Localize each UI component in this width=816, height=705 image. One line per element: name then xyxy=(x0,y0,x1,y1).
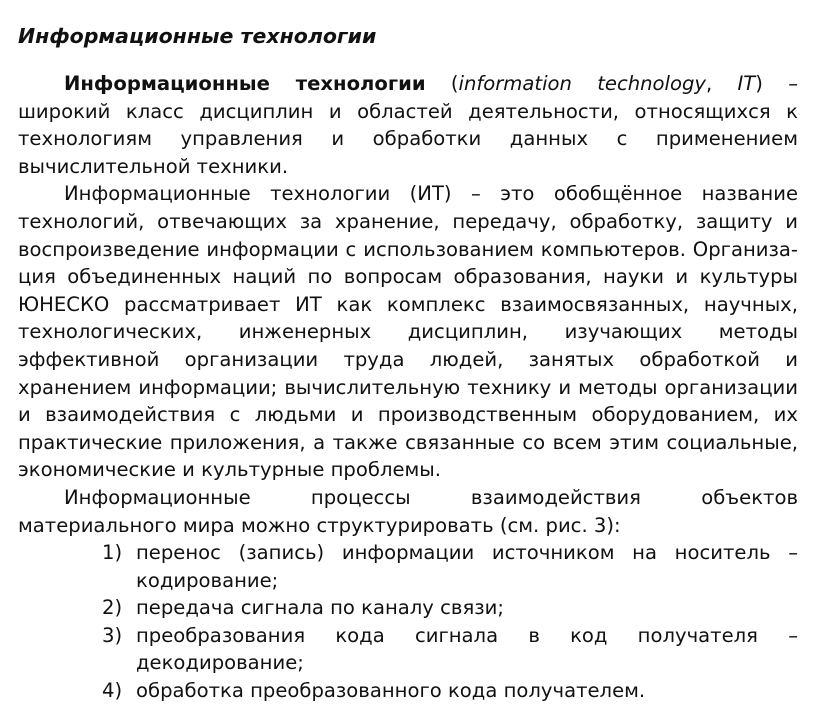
list-item-number: 2) xyxy=(102,596,123,620)
list-item xyxy=(18,594,798,622)
open-paren: ( xyxy=(425,72,459,95)
list-item-text: перенос (запись) информации источником на носитель – кодирование; xyxy=(136,541,798,592)
list-item xyxy=(18,677,798,705)
list-item-number: 3) xyxy=(102,623,123,647)
list-item-number: 4) xyxy=(102,679,123,703)
definition-text: ) – широкий класс дисциплин и областей деятельности, относящихся к технологиям управления и обработки данных с применением вычислительной техники. xyxy=(18,72,799,178)
process-list xyxy=(18,539,798,705)
list-item-text: передача сигнала по каналу связи; xyxy=(136,596,504,620)
intro-paragraph xyxy=(18,70,798,180)
list-item xyxy=(18,622,798,677)
body-paragraph: Информационные технологии (ИТ) – это обобщённое название технологий, отвечающих за хранение, передачу, обработку, защиту и воспроизведение информации с использованием компьютеров. Организа- ция объединенных наций по вопросам образования, науки и культуры ЮНЕСКО рассматривает ИТ как комплекс взаимосвязанных, научных, технологических, инженерных дисциплин, изучающих методы эффективной организации труда людей, занятых обработкой и хранением информации; вычислительную технику и методы организации и взаимодействия с людьми и производственным оборудованием, их практические приложения, а также связанные со всем этим социальные, экономические и культурные проблемы. xyxy=(18,182,798,482)
list-item-text: преобразования кода сигнала в код получателя – декодирование; xyxy=(136,623,798,675)
body-paragraph: Информационные процессы взаимодействия объектов материального мира можно структурировать (см. рис. 3): xyxy=(18,485,798,537)
list-item xyxy=(18,539,798,594)
defined-term: Информационные технологии xyxy=(64,72,426,95)
comma: , xyxy=(706,72,738,95)
section-heading: Информационные технологии xyxy=(18,24,377,48)
list-item-number: 1) xyxy=(102,541,123,565)
list-item-text: обработка преобразованного кода получателем. xyxy=(136,679,646,703)
english-abbreviation: IT xyxy=(737,72,756,95)
english-term: information technology xyxy=(458,72,707,95)
